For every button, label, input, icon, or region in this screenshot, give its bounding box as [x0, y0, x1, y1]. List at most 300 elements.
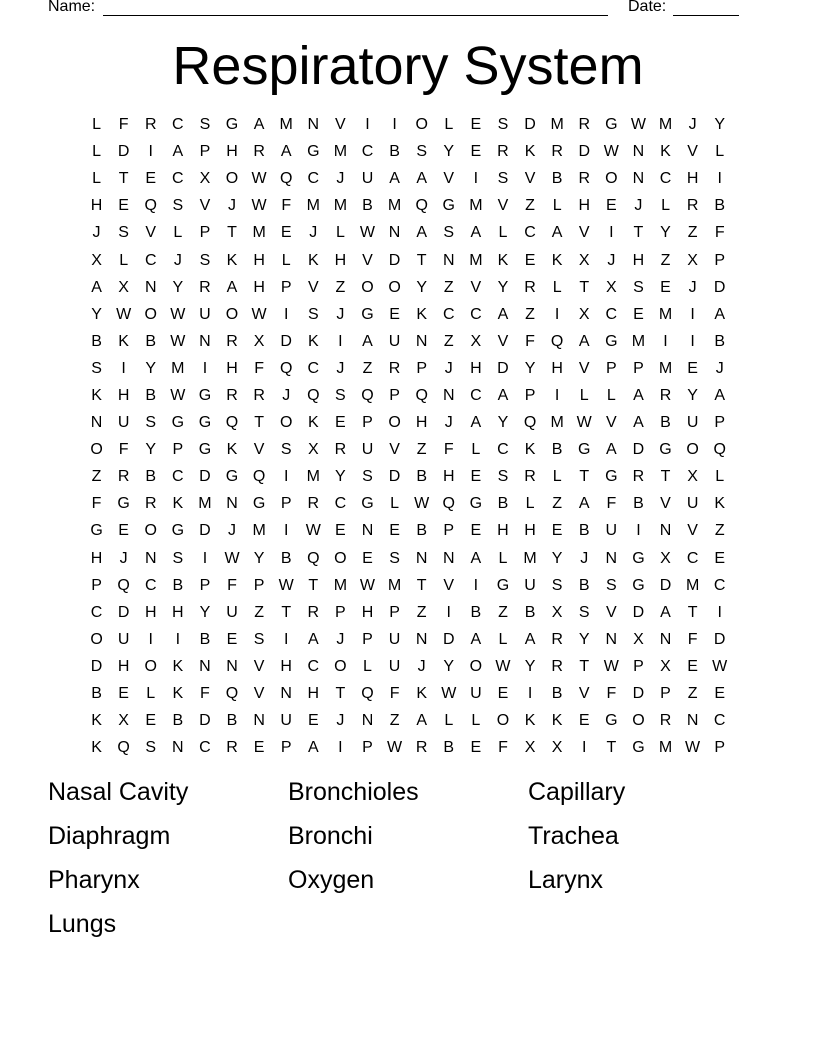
- grid-letter: W: [576, 414, 592, 432]
- grid-letter: D: [199, 468, 211, 486]
- grid-letter: J: [417, 657, 426, 675]
- grid-letter: L: [552, 197, 562, 215]
- grid-letter: Q: [279, 359, 293, 377]
- grid-letter: S: [172, 197, 184, 215]
- grid-letter: T: [308, 576, 319, 594]
- grid-letter: K: [497, 251, 509, 269]
- grid-letter: P: [280, 495, 292, 513]
- grid-letter: L: [444, 116, 454, 134]
- grid-letter: C: [307, 359, 320, 377]
- grid-letter: M: [333, 576, 348, 594]
- grid-letter: O: [632, 712, 645, 730]
- grid-letter: A: [470, 549, 482, 567]
- grid-row: [83, 246, 734, 273]
- grid-row: [83, 572, 734, 599]
- grid-letter: W: [441, 685, 457, 703]
- grid-letter: J: [336, 170, 345, 188]
- grid-letter: R: [524, 468, 536, 486]
- grid-letter: E: [470, 522, 482, 540]
- grid-letter: N: [686, 712, 699, 730]
- grid-letter: W: [387, 739, 403, 757]
- grid-row: [83, 355, 734, 382]
- grid-letter: E: [307, 712, 319, 730]
- grid-letter: B: [280, 549, 292, 567]
- grid-letter: B: [578, 522, 590, 540]
- grid-letter: C: [172, 468, 184, 486]
- grid-letter: M: [685, 576, 700, 594]
- grid-letter: Z: [687, 224, 698, 242]
- grid-letter: I: [283, 630, 289, 648]
- grid-letter: Z: [443, 332, 454, 350]
- grid-letter: Z: [687, 685, 698, 703]
- grid-letter: V: [362, 251, 373, 269]
- grid-letter: L: [363, 657, 372, 675]
- grid-letter: E: [145, 712, 157, 730]
- grid-letter: G: [469, 495, 483, 513]
- grid-letter: O: [469, 657, 483, 675]
- grid-letter: G: [442, 197, 455, 215]
- grid-letter: E: [687, 657, 698, 675]
- grid-letter: C: [713, 576, 726, 594]
- grid-letter: E: [470, 739, 482, 757]
- grid-letter: I: [148, 143, 153, 161]
- grid-letter: T: [633, 224, 644, 242]
- grid-letter: W: [278, 576, 294, 594]
- grid-letter: J: [444, 359, 453, 377]
- grid-letter: E: [280, 224, 292, 242]
- grid-letter: X: [660, 657, 671, 675]
- grid-letter: Y: [253, 549, 265, 567]
- grid-letter: E: [389, 305, 400, 323]
- grid-letter: C: [90, 603, 103, 621]
- grid-letter: G: [361, 305, 374, 323]
- grid-letter: R: [144, 116, 157, 134]
- grid-letter: B: [551, 170, 563, 188]
- grid-letter: M: [658, 359, 673, 377]
- grid-letter: L: [390, 495, 400, 513]
- grid-letter: Q: [252, 468, 266, 486]
- grid-letter: Y: [172, 278, 184, 296]
- grid-letter: B: [145, 332, 157, 350]
- date-label: Date:: [628, 0, 667, 15]
- grid-letter: R: [686, 197, 699, 215]
- grid-letter: I: [690, 305, 695, 323]
- grid-row: [83, 192, 734, 219]
- grid-letter: L: [444, 712, 454, 730]
- grid-letter: J: [336, 305, 345, 323]
- grid-letter: J: [580, 549, 589, 567]
- grid-letter: W: [712, 657, 728, 675]
- grid-letter: A: [714, 386, 726, 404]
- grid-letter: K: [91, 739, 102, 757]
- grid-letter: O: [144, 657, 157, 675]
- grid-letter: L: [498, 224, 508, 242]
- grid-letter: U: [117, 414, 130, 432]
- grid-letter: H: [497, 522, 509, 540]
- grid-letter: F: [606, 495, 617, 513]
- grid-letter: H: [172, 603, 184, 621]
- grid-letter: G: [171, 522, 185, 540]
- grid-letter: P: [335, 603, 346, 621]
- grid-letter: D: [713, 630, 726, 648]
- grid-letter: O: [496, 712, 510, 730]
- grid-letter: I: [283, 522, 289, 540]
- grid-letter: X: [118, 278, 129, 296]
- grid-letter: M: [333, 197, 348, 215]
- grid-letter: P: [362, 414, 373, 432]
- grid-letter: Y: [145, 359, 157, 377]
- word-list-item: Larynx: [528, 866, 604, 894]
- word-list-item: Nasal Cavity: [48, 778, 189, 806]
- grid-letter: N: [415, 332, 428, 350]
- grid-letter: Z: [525, 197, 535, 215]
- grid-letter: P: [253, 576, 265, 594]
- grid-letter: A: [497, 386, 509, 404]
- grid-letter: R: [551, 630, 563, 648]
- grid-letter: T: [254, 414, 264, 432]
- grid-letter: G: [632, 549, 645, 567]
- grid-row: [83, 626, 734, 653]
- grid-letter: C: [307, 657, 320, 675]
- grid-letter: N: [415, 549, 428, 567]
- grid-letter: O: [90, 441, 103, 459]
- grid-letter: F: [200, 685, 210, 703]
- grid-letter: M: [658, 116, 673, 134]
- grid-letter: C: [172, 170, 184, 188]
- grid-letter: Z: [91, 468, 102, 486]
- grid-letter: E: [118, 522, 129, 540]
- word-list: [48, 777, 768, 939]
- grid-letter: G: [361, 495, 374, 513]
- grid-letter: Z: [660, 251, 671, 269]
- grid-letter: X: [199, 170, 211, 188]
- grid-letter: N: [361, 712, 374, 730]
- grid-letter: C: [497, 441, 509, 459]
- grid-letter: G: [90, 522, 103, 540]
- grid-letter: N: [307, 116, 320, 134]
- grid-letter: M: [306, 468, 320, 486]
- grid-letter: M: [469, 197, 483, 215]
- grid-letter: K: [714, 495, 726, 513]
- word-list-item: Lungs: [48, 910, 117, 938]
- grid-letter: H: [280, 657, 292, 675]
- grid-letter: Z: [552, 495, 563, 513]
- grid-letter: M: [333, 143, 348, 161]
- grid-letter: D: [117, 603, 130, 621]
- grid-letter: I: [446, 603, 451, 621]
- grid-letter: M: [550, 116, 564, 134]
- grid-letter: H: [226, 359, 238, 377]
- grid-letter: W: [495, 657, 511, 675]
- grid-letter: H: [632, 251, 645, 269]
- grid-letter: M: [387, 197, 402, 215]
- grid-letter: A: [307, 739, 319, 757]
- grid-letter: F: [254, 359, 264, 377]
- grid-row: [83, 436, 734, 463]
- grid-letter: I: [283, 305, 289, 323]
- grid-letter: J: [336, 359, 345, 377]
- grid-letter: Z: [416, 603, 427, 621]
- grid-letter: U: [605, 522, 618, 540]
- grid-letter: L: [715, 468, 725, 486]
- grid-letter: D: [199, 522, 211, 540]
- grid-letter: D: [388, 468, 401, 486]
- grid-letter: I: [609, 224, 614, 242]
- grid-letter: E: [578, 712, 590, 730]
- grid-letter: J: [607, 251, 616, 269]
- grid-letter: E: [660, 278, 671, 296]
- grid-letter: Y: [443, 657, 455, 675]
- grid-letter: H: [334, 251, 347, 269]
- grid-letter: Y: [714, 116, 726, 134]
- grid-letter: W: [116, 305, 132, 323]
- grid-letter: U: [388, 630, 401, 648]
- grid-letter: H: [90, 549, 103, 567]
- grid-letter: D: [524, 116, 536, 134]
- grid-letter: J: [336, 630, 345, 648]
- header: [48, 0, 748, 20]
- grid-letter: H: [253, 278, 265, 296]
- grid-row: [83, 382, 734, 409]
- grid-letter: V: [389, 441, 400, 459]
- grid-letter: S: [605, 576, 617, 594]
- grid-letter: R: [659, 386, 672, 404]
- grid-letter: K: [91, 712, 102, 730]
- grid-letter: L: [471, 441, 481, 459]
- grid-letter: G: [605, 332, 618, 350]
- grid-letter: L: [173, 224, 183, 242]
- grid-letter: H: [117, 657, 130, 675]
- grid-letter: L: [552, 278, 562, 296]
- grid-letter: Q: [117, 576, 130, 594]
- grid-letter: V: [605, 603, 617, 621]
- grid-letter: P: [199, 224, 211, 242]
- word-search-grid: [83, 111, 734, 761]
- grid-letter: R: [226, 386, 238, 404]
- grid-letter: P: [362, 739, 373, 757]
- grid-letter: B: [551, 685, 563, 703]
- grid-letter: P: [389, 386, 400, 404]
- grid-letter: L: [92, 116, 101, 134]
- grid-letter: F: [227, 576, 237, 594]
- grid-letter: V: [145, 224, 157, 242]
- grid-letter: H: [117, 386, 130, 404]
- grid-letter: Y: [497, 278, 509, 296]
- grid-letter: G: [632, 739, 645, 757]
- grid-letter: P: [524, 386, 536, 404]
- grid-letter: Y: [416, 278, 427, 296]
- grid-letter: S: [335, 386, 346, 404]
- grid-letter: N: [199, 657, 211, 675]
- grid-letter: A: [497, 305, 509, 323]
- grid-letter: F: [281, 197, 292, 215]
- grid-letter: R: [632, 468, 645, 486]
- grid-letter: I: [175, 630, 181, 648]
- grid-letter: N: [632, 170, 645, 188]
- grid-letter: I: [582, 739, 587, 757]
- word-list-item: Diaphragm: [48, 822, 171, 850]
- grid-letter: V: [578, 685, 590, 703]
- grid-letter: N: [280, 685, 292, 703]
- grid-letter: U: [388, 332, 401, 350]
- grid-letter: N: [605, 549, 618, 567]
- grid-letter: N: [659, 522, 672, 540]
- grid-letter: S: [551, 576, 563, 594]
- grid-letter: M: [252, 224, 266, 242]
- grid-letter: Z: [443, 278, 454, 296]
- grid-letter: P: [633, 657, 644, 675]
- grid-letter: E: [524, 251, 536, 269]
- grid-letter: B: [660, 414, 671, 432]
- grid-letter: B: [199, 630, 211, 648]
- grid-letter: O: [605, 170, 618, 188]
- grid-letter: J: [336, 712, 345, 730]
- grid-letter: X: [660, 549, 671, 567]
- grid-letter: Y: [91, 305, 102, 323]
- grid-letter: V: [335, 116, 346, 134]
- grid-letter: U: [361, 170, 374, 188]
- grid-letter: V: [470, 278, 482, 296]
- grid-row: [83, 111, 734, 138]
- grid-letter: I: [473, 170, 479, 188]
- grid-letter: W: [170, 332, 186, 350]
- grid-letter: M: [469, 251, 483, 269]
- grid-letter: W: [685, 739, 701, 757]
- grid-letter: M: [550, 414, 564, 432]
- grid-letter: Q: [442, 495, 455, 513]
- grid-letter: H: [470, 359, 482, 377]
- grid-letter: F: [91, 495, 102, 513]
- grid-letter: L: [661, 197, 670, 215]
- grid-letter: D: [90, 657, 103, 675]
- grid-letter: P: [389, 603, 400, 621]
- grid-letter: W: [251, 170, 267, 188]
- grid-letter: H: [361, 603, 374, 621]
- grid-row: [83, 680, 734, 707]
- grid-letter: T: [118, 170, 129, 188]
- grid-letter: V: [199, 197, 211, 215]
- grid-letter: Y: [335, 468, 346, 486]
- grid-letter: Z: [498, 603, 508, 621]
- grid-letter: T: [416, 576, 427, 594]
- grid-letter: M: [198, 495, 212, 513]
- grid-letter: M: [387, 576, 402, 594]
- grid-letter: S: [362, 468, 373, 486]
- grid-letter: F: [118, 441, 129, 459]
- grid-letter: Q: [307, 549, 320, 567]
- grid-letter: J: [119, 549, 128, 567]
- grid-letter: O: [144, 305, 157, 323]
- grid-letter: Q: [117, 739, 130, 757]
- grid-letter: N: [226, 657, 238, 675]
- grid-letter: A: [578, 332, 590, 350]
- grid-letter: B: [443, 739, 455, 757]
- grid-letter: C: [199, 739, 211, 757]
- grid-letter: K: [551, 712, 563, 730]
- grid-letter: F: [498, 739, 508, 757]
- grid-letter: K: [226, 251, 238, 269]
- grid-letter: X: [687, 251, 698, 269]
- grid-letter: E: [605, 197, 617, 215]
- grid-letter: K: [660, 143, 671, 161]
- grid-letter: Z: [714, 522, 725, 540]
- grid-letter: M: [631, 332, 646, 350]
- grid-letter: K: [226, 441, 238, 459]
- grid-letter: G: [496, 576, 510, 594]
- grid-letter: Y: [660, 224, 671, 242]
- grid-letter: P: [660, 685, 671, 703]
- grid-letter: E: [470, 116, 482, 134]
- grid-letter: P: [280, 278, 292, 296]
- grid-letter: G: [605, 712, 618, 730]
- grid-letter: S: [145, 739, 157, 757]
- grid-letter: K: [172, 495, 184, 513]
- grid-letter: S: [118, 224, 129, 242]
- grid-letter: O: [90, 630, 103, 648]
- page-title: Respiratory System: [172, 36, 644, 96]
- grid-letter: R: [307, 603, 320, 621]
- grid-letter: E: [714, 685, 726, 703]
- grid-letter: X: [551, 739, 563, 757]
- grid-letter: F: [525, 332, 535, 350]
- grid-letter: Z: [335, 278, 346, 296]
- name-blank-line: [103, 15, 608, 16]
- grid-letter: P: [91, 576, 102, 594]
- grid-letter: V: [497, 332, 509, 350]
- grid-row: [83, 599, 734, 626]
- grid-letter: A: [172, 143, 184, 161]
- grid-letter: V: [253, 441, 265, 459]
- grid-letter: T: [416, 251, 427, 269]
- grid-letter: L: [335, 224, 345, 242]
- grid-letter: T: [579, 278, 590, 296]
- grid-letter: M: [252, 522, 266, 540]
- grid-row: [83, 409, 734, 436]
- grid-letter: O: [361, 278, 374, 296]
- grid-letter: B: [714, 332, 726, 350]
- grid-letter: G: [225, 116, 239, 134]
- grid-letter: Y: [524, 657, 536, 675]
- grid-letter: L: [715, 143, 725, 161]
- grid-letter: B: [416, 468, 427, 486]
- grid-letter: D: [713, 278, 726, 296]
- grid-letter: Q: [415, 197, 428, 215]
- grid-letter: F: [118, 116, 129, 134]
- grid-letter: U: [199, 305, 211, 323]
- grid-letter: N: [388, 224, 401, 242]
- grid-letter: K: [118, 332, 129, 350]
- grid-letter: W: [251, 197, 267, 215]
- grid-letter: X: [578, 251, 590, 269]
- grid-letter: F: [606, 685, 617, 703]
- grid-letter: E: [497, 685, 509, 703]
- grid-letter: G: [198, 414, 212, 432]
- grid-letter: F: [714, 224, 725, 242]
- grid-letter: K: [416, 685, 427, 703]
- grid-letter: A: [633, 414, 644, 432]
- grid-letter: G: [198, 386, 212, 404]
- grid-letter: U: [117, 630, 130, 648]
- grid-letter: S: [633, 278, 644, 296]
- grid-letter: V: [307, 278, 319, 296]
- grid-letter: R: [334, 441, 347, 459]
- grid-letter: V: [660, 495, 671, 513]
- grid-letter: B: [226, 712, 238, 730]
- grid-letter: S: [497, 170, 509, 188]
- grid-letter: V: [605, 414, 617, 432]
- grid-letter: F: [389, 685, 400, 703]
- grid-letter: Y: [443, 143, 455, 161]
